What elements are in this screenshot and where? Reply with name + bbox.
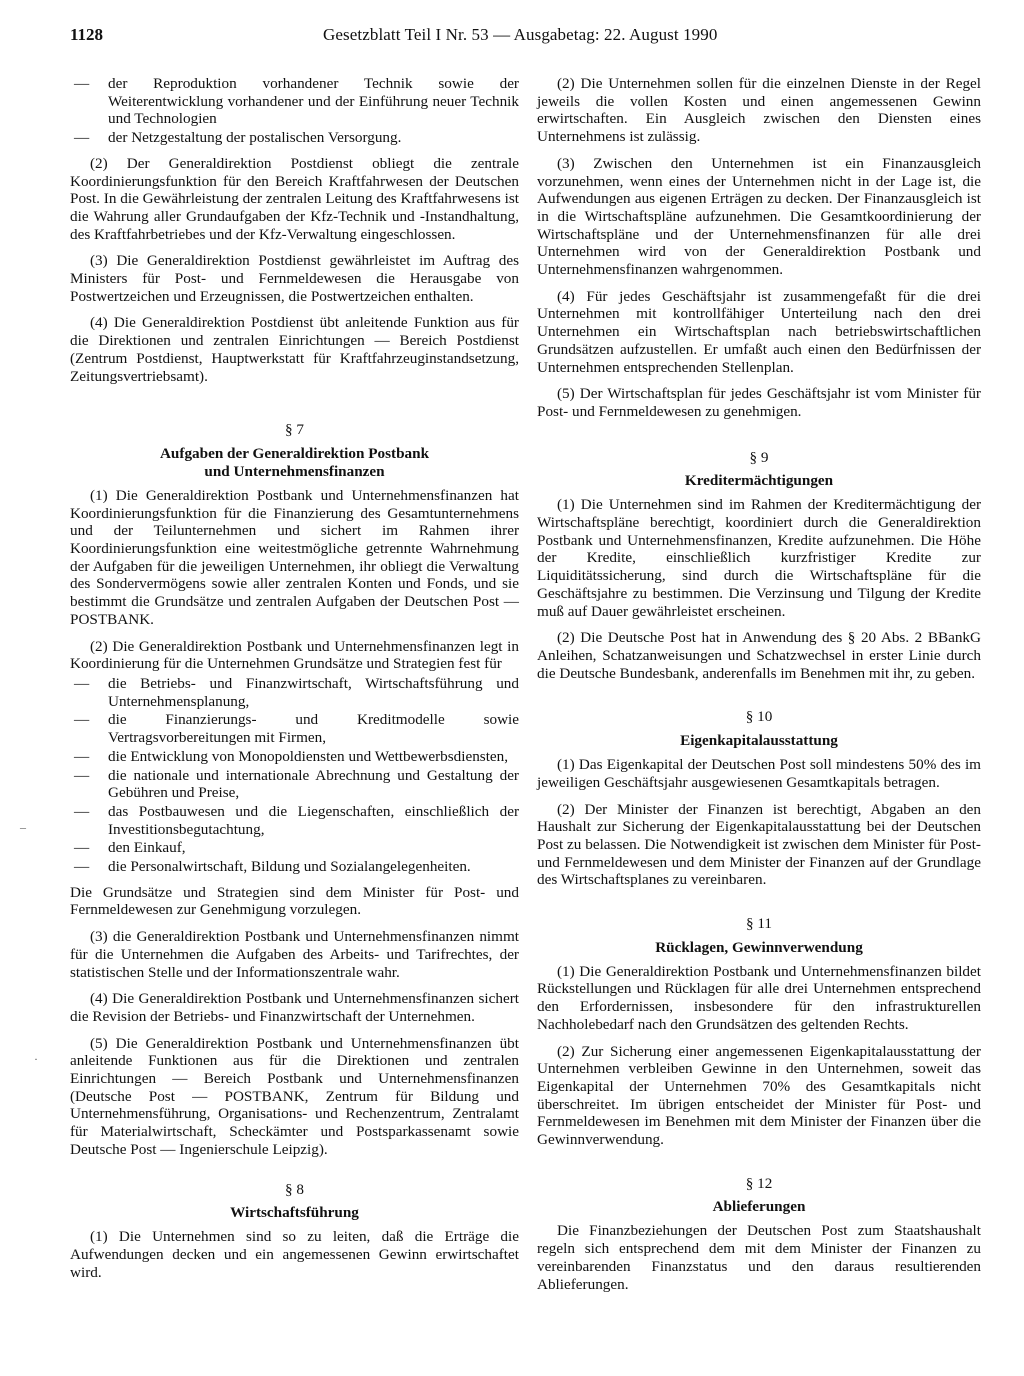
paragraph: Die Grundsätze und Strategien sind dem Minister für Post- und Fernmeldewesen zur Genehmigung vorzulegen. xyxy=(70,883,519,919)
paragraph: (4) Für jedes Geschäftsjahr ist zusammengefaßt für die drei Unternehmen mit kontrollfähiger Unterteilung nach den drei Unternehmen ein Wirtschaftsplan nach betriebswirtschaftlichen Grundsätzen aufzustellen. Er umfaßt auch einen den Bedürfnissen der Unternehmen entsprechenden Stellenplan. xyxy=(537,287,981,376)
paragraph: (5) Die Generaldirektion Postbank und Unternehmensfinanzen übt anleitende Funktionen aus für die Direktionen und zentralen Einrichtungen — Bereich Postbank und Unternehmensfinanzen (Deutsche Post — POSTBANK, Zentrum für Bildung und Unternehmensführung, Organisations- und Rechenzentrum, Zentralamt für Materialwirtschaft, Scheckämter und Postsparkassenamt sowie Deutsche Post — Ingenierschule Leipzig). xyxy=(70,1034,519,1158)
continued-list xyxy=(70,75,519,147)
paragraph: (2) Der Minister der Finanzen ist berechtigt, Abgaben an den Haushalt zur Sicherung der Eigenkapitalausstattung bei der Deutschen Post zu belassen. Die Notwendigkeit ist zwischen dem Minister für Post- und Fernmeldewesen und dem Minister der Finanzen auf der Grundlage des Wirtschaftsplanes zu vereinbaren. xyxy=(537,800,981,889)
list-item: — die Personalwirtschaft, Bildung und Sozialangelegenheiten. xyxy=(74,858,471,876)
paragraph: (4) Die Generaldirektion Postdienst übt anleitende Funktion aus für die Direktionen und zentralen Einrichtungen — Bereich Postdienst (Zentrum Postdienst, Hauptwerkstatt für Kraftfahrzeuginstandsetzung, Zeitungsvertriebsamt). xyxy=(70,314,519,385)
paragraph: (1) Die Unternehmen sind so zu leiten, daß die Erträge die Aufwendungen decken und ein angemessenen Gewinn erwirtschaftet wird. xyxy=(70,1228,519,1281)
list-item: — das Postbauwesen und die Liegenschaften, einschließlich der Investitionsbegutachtung, xyxy=(74,802,519,838)
section-title: Eigenkapitalausstattung xyxy=(680,732,838,750)
header-title: Gesetzblatt Teil I Nr. 53 — Ausgabetag: 22. August 1990 xyxy=(323,25,718,44)
section-number: § 10 xyxy=(745,708,773,726)
paragraph: (3) Die Generaldirektion Postdienst gewährleistet im Auftrag des Ministers für Post- und Fernmeldewesen die Herausgabe von Postwertzeichen und Erzeugnissen, die Postwertzeichen enthalten. xyxy=(70,252,519,305)
paragraph: (2) Die Unternehmen sollen für die einzelnen Dienste in der Regel jeweils die vollen Kosten und einen angemessenen Gewinn erwirtschaften. Ein Ausgleich zwischen den Diensten eines Unternehmens ist zulässig. xyxy=(537,75,981,146)
paragraph: (3) Zwischen den Unternehmen ist ein Finanzausgleich vorzunehmen, wenn eines der Unternehmen nicht in der Lage ist, die Aufwendungen aus eigenen Erträgen zu decken. Der Finanzausgleich ist in die Wirtschaftspläne aufzunehmen. Die Gesamtkoordinierung der Wirtschaftspläne und der Unternehmensfinanzen für alle drei Unternehmen wird von der Generaldirektion Postbank und Unternehmensfinanzen wahrgenommen. xyxy=(537,154,981,279)
section-number: § 11 xyxy=(745,915,772,933)
list-item: — die Finanzierungs- und Kreditmodelle sowie Vertragsvorbereitungen mit Firmen, xyxy=(74,711,519,747)
section-title: Kreditermächtigungen xyxy=(684,472,834,490)
paragraph: (4) Die Generaldirektion Postbank und Unternehmensfinanzen sichert die Revision der Betriebs- und Finanzwirtschaft der Unternehmen. xyxy=(70,990,519,1025)
section-title: Ablieferungen xyxy=(712,1198,806,1216)
right-column xyxy=(537,75,981,1302)
paragraph: (2) Die Deutsche Post hat in Anwendung des § 20 Abs. 2 BBankG Anleihen, Schatzanweisungen und Schatzwechsel in erster Linie durch die Deutsche Bundesbank, anderenfalls im Benehmen mit ihr, zu geben. xyxy=(537,629,981,682)
list-item: — die Entwicklung von Monopoldiensten und Wettbewerbsdiensten, xyxy=(74,747,509,765)
list-item: — der Netzgestaltung der postalischen Versorgung. xyxy=(74,129,402,147)
paragraph: (1) Die Generaldirektion Postbank und Unternehmensfinanzen hat Koordinierungsfunktion für die Finanzierung des Gesamtunternehmens und der Teilunternehmen und sichert im Rahmen ihrer Koordinierungsfunktion eine weitestmögliche getrennte Wahrnehmung der Aufgaben für die jeweiligen Unternehmen, ihr obliegt die Verwaltung des Sondervermögens sowie aller zentralen Konten und Fonds, und sie bestimmt die Grundsätze und zentralen Aufgaben der Deutschen Post — POSTBANK. xyxy=(70,486,519,628)
paragraph: (5) Der Wirtschaftsplan für jedes Geschäftsjahr ist vom Minister für Post- und Fernmeldewesen zu genehmigen. xyxy=(537,385,981,420)
paragraph: (1) Die Unternehmen sind im Rahmen der Kreditermächtigung der Wirtschaftspläne berechtigt, koordiniert durch die Generaldirektion Postbank und Unternehmensfinanzen, Kredite aufzunehmen. Die Höhe der Kredite, einschließlich kurzfristiger Kredite zur Liquiditätssicherung, sind durch die Wirtschaftspläne für die Geschäftsjahre zu bestimmen. Die Verzinsung und Tilgung der Kredite muß auf Dauer gewährleistet erscheinen. xyxy=(537,496,981,620)
list-item: — die Betriebs- und Finanzwirtschaft, Wirtschaftsführung und Unternehmensplanung, xyxy=(74,674,519,710)
paragraph: Die Finanzbeziehungen der Deutschen Post zum Staatshaushalt regeln sich entsprechend dem mit dem Minister der Finanzen zu vereinbarenden Finanzstatus und den daraus resultierenden Ablieferungen. xyxy=(537,1222,981,1293)
section-number: § 9 xyxy=(749,448,769,466)
paragraph: (1) Das Eigenkapital der Deutschen Post soll mindestens 50% des im jeweiligen Geschäftsjahr ausgewiesenen Gesamtkapitals betragen. xyxy=(537,756,981,791)
list-item: — den Einkauf, xyxy=(74,839,186,857)
margin-mark: – xyxy=(20,820,26,834)
page-header xyxy=(70,25,986,51)
paragraph: (2) Der Generaldirektion Postdienst obliegt die zentrale Koordinierungsfunktion für den Bereich Kraftfahrwesen der Deutschen Post. In die Gewährleistung der zentralen Leitung des Kraftfahrwesens ist die Wahrung aller Grundaufgaben der Kfz-Technik und -Instandhaltung, des Kraftfahrbetriebes und der Kfz-Verwaltung eingeschlossen. xyxy=(70,154,519,243)
list-item: — die nationale und internationale Abrechnung und Gestaltung der Gebühren und Preise, xyxy=(74,766,519,802)
margin-mark: · xyxy=(34,1052,38,1066)
paragraph: (1) Die Generaldirektion Postbank und Unternehmensfinanzen bildet Rückstellungen und Rücklagen für alle drei Unternehmen entsprechend den Erfordernissen, insbesondere für den infrastrukturellen Nachholebedarf nach den Grundsätzen des geltenden Rechts. xyxy=(537,962,981,1033)
section-number: § 8 xyxy=(285,1180,304,1198)
paragraph: (2) Die Generaldirektion Postbank und Unternehmensfinanzen legt in Koordinierung für die Unternehmen Grundsätze und Strategien fest für xyxy=(70,637,519,673)
strategy-list xyxy=(70,675,519,876)
section-title: Rücklagen, Gewinnverwendung xyxy=(655,938,863,956)
section-number: § 12 xyxy=(745,1174,773,1192)
page-number: 1128 xyxy=(70,25,104,44)
section-number: § 7 xyxy=(285,421,304,439)
paragraph: (2) Zur Sicherung einer angemessenen Eigenkapitalausstattung der Unternehmen verbleiben Gewinne in den Unternehmen, soweit das Eigenkapital der Unternehmen 70% des Gesamtkapitals nicht überschreitet. Im übrigen entscheidet der Minister für Post- und Fernmeldewesen im Benehmen mit dem Minister der Finanzen über die Gewinnverwendung. xyxy=(537,1042,981,1149)
paragraph: (3) die Generaldirektion Postbank und Unternehmensfinanzen nimmt für die Unternehmen die Aufgaben des Arbeits- und Tarifrechtes, der statistischen Stelle und der Informationszentrale wahr. xyxy=(70,928,519,981)
section-title: Aufgaben der Generaldirektion Postbank und Unternehmensfinanzen xyxy=(159,444,430,480)
section-title: Wirtschaftsführung xyxy=(230,1204,359,1222)
list-item: — der Reproduktion vorhandener Technik sowie der Weiterentwicklung vorhandener und der Einführung neuer Technik und Technologien xyxy=(74,75,519,128)
left-column xyxy=(70,75,519,1290)
